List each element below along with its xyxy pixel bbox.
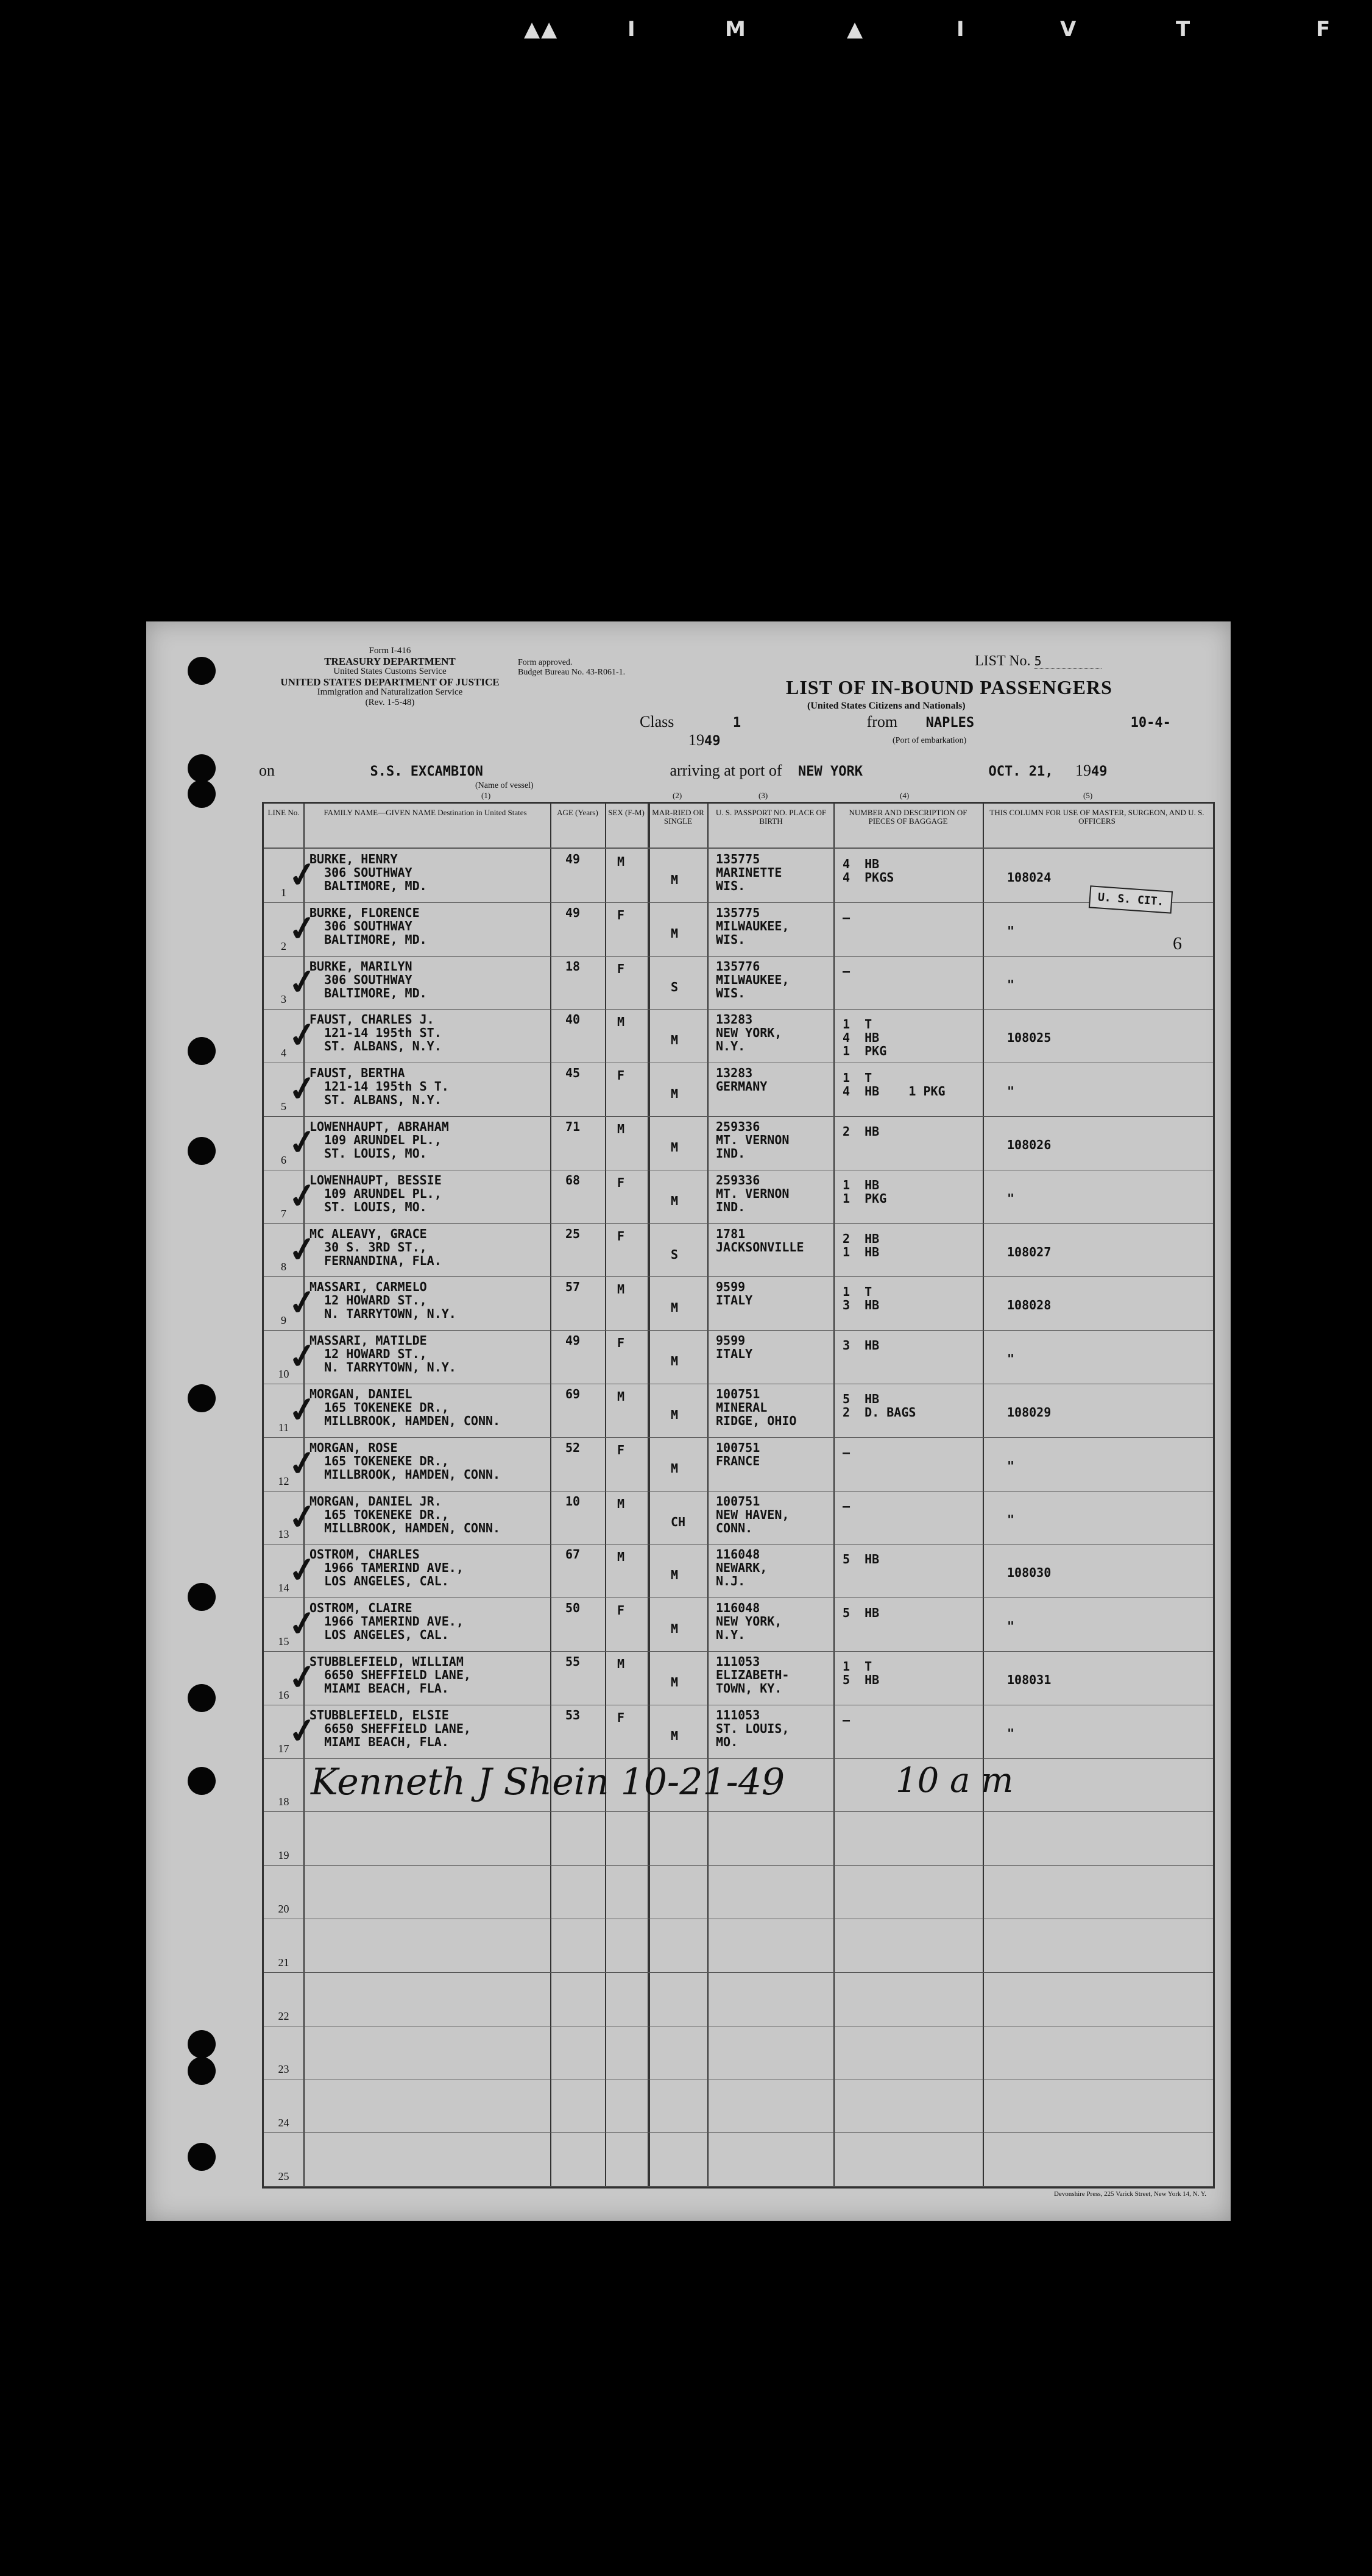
cell-officer: 108029 [1007,1405,1052,1420]
arrival-port: NEW YORK [798,764,863,779]
cell-name: OSTROM, CLAIRE 1966 TAMERIND AVE., LOS ANGELES, CAL. [309,1601,464,1643]
cell-officer: " [1007,1512,1015,1527]
cell-name: MORGAN, DANIEL 165 TOKENEKE DR., MILLBROOK, HAMDEN, CONN. [309,1387,501,1428]
cell-name: FAUST, BERTHA 121-14 195th S T. ST. ALBANS, N.Y. [309,1066,449,1108]
cell-officer: 108025 [1007,1030,1052,1046]
top-edge-marks [524,17,1372,41]
cell-officer: " [1007,1351,1015,1367]
line-number: 20 [278,1903,289,1915]
cell-ms: M [671,1354,679,1369]
checkmark-icon: ✓ [285,1548,320,1593]
cell-passport: 9599 ITALY [716,1333,753,1362]
cell-sex: M [617,1496,625,1511]
row-divider [264,1437,1213,1438]
row-divider [264,1009,1213,1010]
on-label: on [259,762,275,779]
cell-baggage: 2 HB [843,1124,880,1139]
cell-name: BURKE, FLORENCE 306 SOUTHWAY BALTIMORE, MD. [309,905,427,947]
cell-baggage: 4 HB 4 PKGS [843,857,894,885]
cell-sex: F [617,1175,625,1190]
cell-officer: " [1007,977,1015,992]
checkmark-icon: ✓ [285,906,320,950]
passenger-table [262,802,1215,2189]
top-mark: I [628,17,637,41]
revision: (Rev. 1-5-48) [365,698,415,707]
cell-baggage: — [843,1445,850,1460]
binder-hole [188,1037,216,1065]
row-divider [264,1223,1213,1224]
embark-date: 10-4- [1130,715,1171,731]
top-mark: ▲ [847,17,865,41]
checkmark-icon: ✓ [285,1281,320,1325]
row-divider [264,1330,1213,1331]
column-divider [550,804,551,2187]
cell-baggage: — [843,910,850,925]
cell-officer: " [1007,1084,1015,1099]
line-number: 3 [281,993,286,1006]
cell-ms: M [671,1407,679,1422]
arrival-date: OCT. 21, [988,764,1053,779]
cell-name: MASSARI, CARMELO 12 HOWARD ST., N. TARRYTOWN, N.Y. [309,1279,456,1322]
cell-name: MORGAN, ROSE 165 TOKENEKE DR., MILLBROOK, HAMDEN, CONN. [309,1440,501,1482]
line-number: 14 [278,1582,289,1594]
cell-passport: 259336 MT. VERNON IND. [716,1119,790,1161]
column-divider [303,804,305,2187]
line-number: 25 [278,2170,289,2182]
cell-name: OSTROM, CHARLES 1966 TAMERIND AVE., LOS ANGELES, CAL. [309,1547,464,1589]
form-approval [518,658,625,678]
cell-passport: 111053 ELIZABETH- TOWN, KY. [716,1654,790,1696]
line-number: 11 [278,1421,289,1434]
checkmark-icon: ✓ [285,1495,320,1539]
row-divider [264,1758,1213,1759]
cell-officer: " [1007,1725,1015,1741]
checkmark-icon: ✓ [285,1334,320,1379]
cell-ms: M [671,1621,679,1637]
cell-ms: M [671,1086,679,1102]
column-number: (4) [900,791,910,800]
cell-ms: M [671,1140,679,1155]
cell-name: LOWENHAUPT, BESSIE 109 ARUNDEL PL., ST. LOUIS, MO. [309,1172,442,1214]
cell-name: BURKE, HENRY 306 SOUTHWAY BALTIMORE, MD. [309,852,427,893]
cell-sex: M [617,854,625,869]
cell-ms: M [671,1460,679,1476]
col-header-sex: SEX (F-M) [608,808,645,817]
cell-sex: F [617,1603,625,1618]
cell-name: MASSARI, MATILDE 12 HOWARD ST., N. TARRYTOWN, N.Y. [309,1333,456,1375]
cell-officer: 108024 [1007,870,1052,885]
row-divider [264,2186,1213,2187]
checkmark-icon: ✓ [285,1227,320,1272]
col-header-line-no: LINE No. [267,808,300,817]
cell-name: STUBBLEFIELD, ELSIE 6650 SHEFFIELD LANE, MIAMI BEACH, FLA. [309,1707,471,1749]
officer-signature: Kenneth J Shein 10-21-49 [311,1761,785,1803]
line-number: 15 [278,1635,289,1647]
column-number: (3) [758,791,768,800]
cell-baggage: 5 HB 2 D. BAGS [843,1392,916,1420]
row-divider [264,1865,1213,1866]
cell-baggage: — [843,1712,850,1727]
cell-baggage: 5 HB [843,1605,880,1621]
line-number: 2 [281,939,286,952]
cell-baggage: — [843,1498,850,1513]
cell-passport: 1781 JACKSONVILLE [716,1226,804,1254]
cell-age: 45 [565,1066,581,1081]
checkmark-icon: ✓ [285,1441,320,1485]
cell-officer: 108028 [1007,1298,1052,1313]
cell-baggage: 1 T 5 HB [843,1659,880,1687]
line-number: 1 [281,886,286,899]
checkmark-icon: ✓ [285,1655,320,1699]
budget-bureau: Budget Bureau No. 43-R061-1. [518,668,626,677]
arrive-year: 49 [1091,764,1108,779]
cell-age: 25 [565,1226,581,1241]
binder-hole [188,1583,216,1611]
top-mark: T [1176,17,1192,41]
checkmark-icon: ✓ [285,853,320,897]
cell-age: 49 [565,1333,581,1348]
row-divider [264,1811,1213,1812]
cell-age: 50 [565,1601,581,1616]
line-number: 9 [281,1314,286,1327]
embark-caption: (Port of embarkation) [893,736,967,745]
cell-baggage: 1 HB 1 PKG [843,1177,887,1206]
col-header-baggage: NUMBER AND DESCRIPTION OF PIECES OF BAGGAGE [849,808,967,826]
cell-sex: F [617,1710,625,1725]
cell-passport: 116048 NEW YORK, N.Y. [716,1601,782,1643]
cell-sex: M [617,1122,625,1136]
cell-ms: M [671,1568,679,1583]
checkmark-icon: ✓ [285,1708,320,1753]
line-number: 7 [281,1207,286,1220]
cell-sex: F [617,1442,625,1457]
from-label: from [866,713,898,731]
cell-ms: M [671,925,679,941]
cell-passport: 13283 GERMANY [716,1066,768,1094]
col-header-passport: U. S. PASSPORT NO. PLACE OF BIRTH [715,808,827,826]
cell-age: 49 [565,905,581,920]
line-number: 13 [278,1528,289,1541]
binder-hole [188,1767,216,1795]
cell-sex: M [617,1549,625,1565]
from-year: 49 [704,734,721,749]
treasury-dept: TREASURY DEPARTMENT [324,656,456,667]
cell-ms: M [671,1300,679,1315]
column-divider [605,804,606,2187]
embark-port: NAPLES [925,715,975,731]
passenger-manifest-sheet [146,621,1231,2221]
top-mark: I [957,17,966,41]
cell-age: 52 [565,1440,581,1455]
binder-hole [188,2143,216,2171]
cell-name: LOWENHAUPT, ABRAHAM 109 ARUNDEL PL., ST. LOUIS, MO. [309,1119,449,1161]
cell-passport: 9599 ITALY [716,1279,753,1308]
cell-passport: 116048 NEWARK, N.J. [716,1547,768,1589]
cell-age: 18 [565,958,581,974]
cell-passport: 100751 FRANCE [716,1440,760,1468]
vessel-name: S.S. EXCAMBION [370,764,483,779]
cell-passport: 135776 MILWAUKEE, WIS. [716,958,790,1000]
row-divider [264,2132,1213,2133]
line-number: 12 [278,1474,289,1487]
cell-baggage: 2 HB 1 HB [843,1231,880,1259]
class-value: 1 [732,715,741,731]
line-number: 18 [278,1796,289,1808]
ins-service: Immigration and Naturalization Service [317,687,463,697]
checkmark-icon: ✓ [285,1388,320,1432]
top-mark: V [1060,17,1078,41]
cell-name: MORGAN, DANIEL JR. 165 TOKENEKE DR., MILLBROOK, HAMDEN, CONN. [309,1493,501,1535]
approval-text: Form approved. [518,658,573,667]
cell-officer: " [1007,1191,1015,1206]
binder-hole [188,1384,216,1412]
cell-age: 53 [565,1707,581,1722]
column-divider [648,804,650,2187]
cell-age: 57 [565,1279,581,1295]
checkmark-icon: ✓ [285,960,320,1004]
cell-officer: 108031 [1007,1672,1052,1687]
header-divider [264,847,1213,849]
arrive-year-prefix: 19 [1075,762,1091,779]
cell-ms: M [671,1675,679,1690]
printer-imprint: Devonshire Press, 225 Varick Street, New York 14, N. Y. [1053,2190,1206,2198]
cell-baggage: — [843,963,850,978]
cell-officer: " [1007,923,1015,938]
cell-age: 49 [565,852,581,866]
line-number: 23 [278,2063,289,2076]
justice-dept: UNITED STATES DEPARTMENT OF JUSTICE [280,676,500,688]
line-number: 22 [278,2009,289,2022]
cell-ms: S [671,979,679,994]
customs-service: United States Customs Service [333,667,447,676]
binder-hole [188,754,216,782]
binder-hole [188,780,216,808]
binder-hole [188,2057,216,2085]
cell-sex: M [617,1282,625,1297]
checkmark-icon: ✓ [285,1173,320,1218]
cell-age: 71 [565,1119,581,1134]
column-number: (2) [673,791,682,800]
cell-passport: 111053 ST. LOUIS, MO. [716,1707,790,1749]
top-mark: ▲▲ [524,17,559,41]
column-divider [833,804,835,2187]
checkmark-icon: ✓ [285,1120,320,1164]
line-number: 24 [278,2117,289,2129]
cell-ms: M [671,1193,679,1208]
vessel-caption: (Name of vessel) [475,781,534,790]
row-divider [264,1544,1213,1545]
cell-baggage: 1 T 3 HB [843,1284,880,1313]
arriving-label: arriving at port of [670,762,782,779]
list-number [975,653,1101,670]
binder-hole [188,1684,216,1712]
cell-officer: 108026 [1007,1138,1052,1152]
cell-age: 67 [565,1547,581,1562]
col-header-officers: THIS COLUMN FOR USE OF MASTER, SURGEON, AND U. S. OFFICERS [989,808,1204,826]
cell-name: BURKE, MARILYN 306 SOUTHWAY BALTIMORE, MD. [309,958,427,1000]
col-header-name: FAMILY NAME—GIVEN NAME Destination in United States [324,808,527,817]
top-mark: F [1316,17,1332,41]
cell-sex: F [617,1068,625,1083]
cell-name: MC ALEAVY, GRACE 30 S. 3RD ST., FERNANDINA, FLA. [309,1226,442,1268]
cell-sex: M [617,1657,625,1671]
cell-sex: F [617,961,625,976]
cell-sex: F [617,1336,625,1351]
us-citizen-stamp: U. S. CIT. [1089,885,1173,913]
list-no-label: LIST No. [975,653,1031,669]
line-number: 21 [278,1956,289,1969]
column-divider [983,804,984,2187]
line-number: 4 [281,1047,286,1060]
form-subtitle: (United States Citizens and Nationals) [807,701,966,711]
cell-ms: S [671,1247,679,1262]
row-divider [264,902,1213,903]
line-number: 5 [281,1100,286,1113]
column-divider [707,804,709,2187]
line-number: 10 [278,1368,289,1380]
line-number: 17 [278,1742,289,1755]
cell-officer: 108027 [1007,1244,1052,1259]
margin-annotation: 6 [1173,933,1182,954]
row-divider [264,1651,1213,1652]
column-number: (5) [1083,791,1093,800]
line-number: 19 [278,1849,289,1862]
cell-ms: M [671,1033,679,1048]
cell-baggage: 3 HB [843,1338,880,1353]
line-number: 6 [281,1153,286,1166]
checkmark-icon: ✓ [285,1602,320,1646]
cell-passport: 100751 MINERAL RIDGE, OHIO [716,1387,797,1428]
list-no-value: 5 [1034,654,1101,669]
cell-passport: 100751 NEW HAVEN, CONN. [716,1493,790,1535]
column-number: (1) [481,791,491,800]
row-divider [264,956,1213,957]
from-year-prefix: 19 [688,731,704,749]
form-number: Form I-416 [369,646,411,656]
checkmark-icon: ✓ [285,1013,320,1058]
cell-sex: F [617,907,625,922]
col-header-age: AGE (Years) [557,808,598,817]
cell-age: 40 [565,1012,581,1027]
top-mark: M [725,17,747,41]
checkmark-icon: ✓ [285,1067,320,1111]
cell-ms: CH [671,1514,686,1529]
cell-baggage: 1 T 4 HB 1 PKG [843,1070,946,1099]
cell-name: STUBBLEFIELD, WILLIAM 6650 SHEFFIELD LANE, MIAMI BEACH, FLA. [309,1654,471,1696]
cell-baggage: 5 HB [843,1552,880,1567]
signature-time: 10 a m [896,1761,1014,1800]
cell-age: 68 [565,1172,581,1187]
class-label: Class [640,713,674,731]
cell-age: 69 [565,1387,581,1401]
row-divider [264,1116,1213,1117]
row-divider [264,1276,1213,1277]
cell-sex: F [617,1228,625,1244]
cell-passport: 135775 MARINETTE WIS. [716,852,782,893]
line-number: 8 [281,1261,286,1273]
cell-baggage: 1 T 4 HB 1 PKG [843,1017,887,1059]
cell-passport: 135775 MILWAUKEE, WIS. [716,905,790,947]
row-divider [264,1972,1213,1973]
cell-passport: 259336 MT. VERNON IND. [716,1172,790,1214]
cell-ms: M [671,1728,679,1743]
binder-hole [188,2030,216,2058]
cell-age: 55 [565,1654,581,1669]
col-header-married: MAR-RIED OR SINGLE [652,808,704,826]
cell-ms: M [671,872,679,887]
vessel-line [259,762,1107,780]
cell-officer: " [1007,1458,1015,1473]
cell-sex: M [617,1014,625,1030]
form-agency-header [262,646,518,708]
cell-sex: M [617,1389,625,1404]
line-number: 16 [278,1688,289,1701]
binder-hole [188,657,216,685]
cell-passport: 13283 NEW YORK, N.Y. [716,1012,782,1054]
cell-name: FAUST, CHARLES J. 121-14 195th ST. ST. ALBANS, N.Y. [309,1012,442,1054]
cell-officer: " [1007,1619,1015,1634]
form-title: LIST OF IN-BOUND PASSENGERS [786,676,1112,698]
binder-hole [188,1137,216,1165]
cell-age: 10 [565,1493,581,1509]
cell-officer: 108030 [1007,1565,1052,1580]
